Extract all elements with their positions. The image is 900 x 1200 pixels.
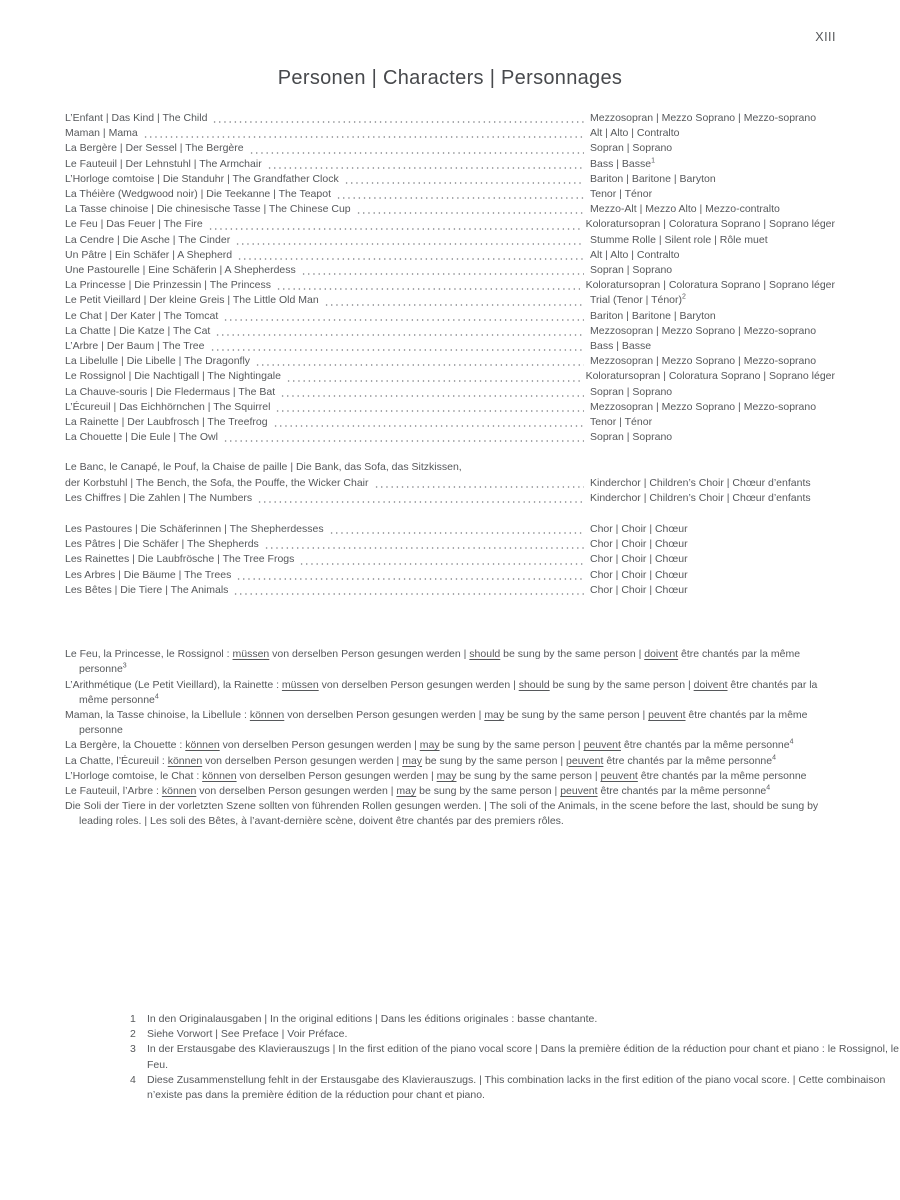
cast-row xyxy=(65,324,835,339)
character-names: Le Feu | Das Feuer | The Fire xyxy=(65,218,203,231)
voice-type: Sopran | Soprano xyxy=(590,264,673,277)
cast-row xyxy=(65,293,835,308)
dot-leader xyxy=(324,293,584,308)
voice-type: Bariton | Baritone | Baryton xyxy=(590,309,716,322)
cast-row xyxy=(65,537,835,552)
page-number: XIII xyxy=(815,30,836,44)
cast-row xyxy=(65,522,835,537)
character-names: Les Chiffres | Die Zahlen | The Numbers xyxy=(65,491,253,504)
performance-note: Die Soli der Tiere in der vorletzten Szene sollten von führenden Rollen gesungen werden. | The soli of the Animals, in the scene before the last, should be sung by leading roles. | Les soli des Bêtes, à l’avant-dernière scène, doivent être chantés par des premiers rôles. xyxy=(65,800,819,828)
footnote xyxy=(130,1027,900,1042)
voice-type: Mezzosopran | Mezzo Soprano | Mezzo-soprano xyxy=(590,112,817,124)
dot-leader xyxy=(275,400,584,415)
character-names: La Rainette | Der Laubfrosch | The Treefrog xyxy=(65,416,268,429)
character-names: Les Bêtes | Die Tiere | The Animals xyxy=(65,583,229,596)
performance-notes xyxy=(65,647,835,829)
cast-row xyxy=(65,583,835,598)
dot-leader xyxy=(280,385,584,400)
voice-type: Chor | Choir | Chœur xyxy=(590,523,688,536)
dot-leader xyxy=(329,522,584,537)
cast-row-intro-line: Le Banc, le Canapé, le Pouf, la Chaise de paille | Die Bank, das Sofa, das Sitzkissen, xyxy=(65,461,462,474)
dot-leader xyxy=(344,172,584,187)
page-title: Personen | Characters | Personnages xyxy=(277,67,623,89)
dot-leader xyxy=(257,491,584,506)
dot-leader xyxy=(236,568,584,583)
dot-leader xyxy=(336,187,584,202)
voice-type: Tenor | Ténor xyxy=(590,416,653,429)
character-names: La Bergère | Der Sessel | The Bergère xyxy=(65,142,244,155)
voice-type: Chor | Choir | Chœur xyxy=(590,538,688,551)
character-names: L’Enfant | Das Kind | The Child xyxy=(65,112,208,124)
cast-row xyxy=(65,233,835,248)
cast-row xyxy=(65,309,835,324)
character-names: La Libelulle | Die Libelle | The Dragonfly xyxy=(65,355,251,368)
footnotes xyxy=(130,1012,900,1103)
dot-leader xyxy=(235,233,584,248)
cast-row xyxy=(65,217,835,232)
cast-row xyxy=(65,111,835,126)
cast-row xyxy=(65,400,835,415)
voice-type: Mezzosopran | Mezzo Soprano | Mezzo-soprano xyxy=(590,400,817,413)
dot-leader xyxy=(273,415,584,430)
cast-row xyxy=(65,385,835,400)
character-names: Maman | Mama xyxy=(65,127,138,140)
dot-leader xyxy=(267,157,584,172)
cast-row xyxy=(65,339,835,354)
performance-note: L’Arithmétique (Le Petit Vieillard), la Rainette : müssen von derselben Person gesungen werden | should be sung by the same person | doivent être chantés par la même personne$^4$ xyxy=(65,678,818,706)
dot-leader xyxy=(356,202,584,217)
cast-row xyxy=(65,354,835,369)
dot-leader xyxy=(210,339,585,354)
footnote xyxy=(130,1012,900,1027)
page-content xyxy=(65,0,899,1102)
footnote-text: In der Erstausgabe des Klavierauszugs | In the first edition of the piano vocal score | Dans la première édition de la réduction pour chant et piano : le Rossignol, le Feu. xyxy=(147,1043,899,1071)
footnote xyxy=(130,1042,900,1072)
footnote-number: 4 xyxy=(130,1073,136,1086)
character-names: Une Pastourelle | Eine Schäferin | A Shepherdess xyxy=(65,264,296,277)
voice-type: Kinderchor | Children’s Choir | Chœur d’enfants xyxy=(590,491,811,504)
character-names: Le Petit Vieillard | Der kleine Greis | The Little Old Man xyxy=(65,294,319,307)
cast-row xyxy=(65,187,835,202)
cast-list-chorus xyxy=(65,522,835,598)
voice-type: Stumme Rolle | Silent role | Rôle muet xyxy=(590,233,768,246)
voice-type: Trial (Tenor | Ténor)$^2$ xyxy=(590,293,686,307)
footnote-text: Siehe Vorwort | See Preface | Voir Préface. xyxy=(147,1028,348,1041)
dot-leader xyxy=(374,476,584,491)
cast-row xyxy=(65,415,835,430)
cast-row xyxy=(65,491,835,506)
dot-leader xyxy=(286,369,580,384)
dot-leader xyxy=(264,537,584,552)
voice-type: Koloratursopran | Coloratura Soprano | Soprano léger xyxy=(585,279,835,292)
dot-leader xyxy=(249,141,584,156)
performance-note: Le Fauteuil, l’Arbre : können von derselben Person gesungen werden | may be sung by the same person | peuvent être chantés par la même personne$^4$ xyxy=(65,784,771,797)
footnote-number: 3 xyxy=(130,1043,136,1056)
footnote-text: Diese Zusammenstellung fehlt in der Erstausgabe des Klavierauszugs. | This combination lacks in the first edition of the piano vocal score. | Cette combinaison n’existe pas dans la première édition de la réduction pour chant et piano. xyxy=(147,1073,886,1102)
character-names: La Tasse chinoise | Die chinesische Tasse | The Chinese Cup xyxy=(65,203,351,216)
character-names: Les Pastoures | Die Schäferinnen | The Shepherdesses xyxy=(65,523,324,536)
voice-type: Chor | Choir | Chœur xyxy=(590,583,688,596)
cast-row xyxy=(65,141,835,156)
voice-type: Chor | Choir | Chœur xyxy=(590,553,688,566)
dot-leader xyxy=(233,583,584,598)
voice-type: Mezzosopran | Mezzo Soprano | Mezzo-soprano xyxy=(590,324,817,337)
character-names: La Théière (Wedgwood noir) | Die Teekanne | The Teapot xyxy=(65,188,331,201)
character-names: Le Rossignol | Die Nachtigall | The Nightingale xyxy=(65,370,281,383)
cast-row xyxy=(65,248,835,263)
voice-type: Tenor | Ténor xyxy=(590,188,653,201)
cast-row xyxy=(65,476,835,491)
voice-type: Bass | Basse xyxy=(590,340,652,353)
character-names: Les Arbres | Die Bäume | The Trees xyxy=(65,568,232,581)
performance-note: Le Feu, la Princesse, le Rossignol : müssen von derselben Person gesungen werden | should be sung by the same person | doivent être chantés par la même personne$^3$ xyxy=(65,648,801,676)
footnote-number: 1 xyxy=(130,1013,136,1025)
character-names: L’Arbre | Der Baum | The Tree xyxy=(65,340,205,353)
cast-row xyxy=(65,568,835,583)
cast-row xyxy=(65,172,835,187)
voice-type: Koloratursopran | Coloratura Soprano | Soprano léger xyxy=(585,370,835,383)
dot-leader xyxy=(255,354,584,369)
dot-leader xyxy=(212,111,584,126)
voice-type: Chor | Choir | Chœur xyxy=(590,568,688,581)
cast-row xyxy=(65,278,835,293)
dot-leader xyxy=(215,324,584,339)
character-names: L’Horloge comtoise | Die Standuhr | The Grandfather Clock xyxy=(65,172,339,185)
cast-row xyxy=(65,263,835,278)
dot-leader xyxy=(301,263,584,278)
character-names: La Chauve-souris | Die Fledermaus | The Bat xyxy=(65,385,276,398)
footnote-text: In den Originalausgaben | In the original editions | Dans les éditions originales : basse chantante. xyxy=(147,1013,598,1025)
cast-row xyxy=(65,369,835,384)
footnote-number: 2 xyxy=(130,1028,136,1041)
voice-type: Sopran | Soprano xyxy=(590,385,673,398)
cast-row xyxy=(65,202,835,217)
dot-leader xyxy=(223,430,584,445)
dot-leader xyxy=(143,126,584,141)
character-names: der Korbstuhl | The Bench, the Sofa, the Pouffe, the Wicker Chair xyxy=(65,476,369,489)
voice-type: Sopran | Soprano xyxy=(590,431,673,444)
performance-note: Maman, la Tasse chinoise, la Libellule : können von derselben Person gesungen werden | may be sung by the same person | peuvent être chantés par la même personne xyxy=(65,708,808,737)
character-names: La Chouette | Die Eule | The Owl xyxy=(65,431,218,444)
voice-type: Alt | Alto | Contralto xyxy=(590,248,680,261)
cast-row xyxy=(65,126,835,141)
cast-row xyxy=(65,157,835,172)
character-names: Le Chat | Der Kater | The Tomcat xyxy=(65,309,219,322)
performance-note: La Chatte, l’Écureuil : können von derselben Person gesungen werden | may be sung by the same person | peuvent être chantés par la même personne$^4$ xyxy=(65,754,776,767)
dot-leader xyxy=(237,248,584,263)
voice-type: Alt | Alto | Contralto xyxy=(590,127,680,140)
cast-list-principals xyxy=(65,111,835,445)
character-names: Un Pâtre | Ein Schäfer | A Shepherd xyxy=(65,248,233,261)
cast-row xyxy=(65,552,835,567)
dot-leader xyxy=(208,217,580,232)
voice-type: Bass | Basse$^1$ xyxy=(590,157,655,170)
voice-type: Bariton | Baritone | Baryton xyxy=(590,172,716,185)
character-names: Le Fauteuil | Der Lehnstuhl | The Armchair xyxy=(65,157,262,170)
voice-type: Mezzo-Alt | Mezzo Alto | Mezzo-contralto xyxy=(590,203,780,216)
character-names: Les Pâtres | Die Schäfer | The Shepherds xyxy=(65,538,259,551)
performance-note: L’Horloge comtoise, le Chat : können von derselben Person gesungen werden | may be sung by the same person | peuvent être chantés par la même personne xyxy=(65,769,807,782)
voice-type: Koloratursopran | Coloratura Soprano | Soprano léger xyxy=(585,218,835,231)
character-names: Les Rainettes | Die Laubfrösche | The Tree Frogs xyxy=(65,553,295,566)
character-names: La Chatte | Die Katze | The Cat xyxy=(65,324,211,337)
voice-type: Mezzosopran | Mezzo Soprano | Mezzo-soprano xyxy=(590,355,817,368)
footnote xyxy=(130,1073,900,1103)
character-names: L’Écureuil | Das Eichhörnchen | The Squirrel xyxy=(65,400,271,413)
character-names: La Princesse | Die Prinzessin | The Princess xyxy=(65,279,272,292)
performance-note: La Bergère, la Chouette : können von derselben Person gesungen werden | may be sung by the same person | peuvent être chantés par la même personne$^4$ xyxy=(65,738,794,752)
voice-type: Kinderchor | Children’s Choir | Chœur d’enfants xyxy=(590,476,811,489)
cast-list-childrens-choir xyxy=(65,460,835,506)
cast-row xyxy=(65,430,835,445)
voice-type: Sopran | Soprano xyxy=(590,142,673,155)
dot-leader xyxy=(223,309,584,324)
dot-leader xyxy=(299,552,584,567)
character-names: La Cendre | Die Asche | The Cinder xyxy=(65,233,231,246)
dot-leader xyxy=(276,278,580,293)
